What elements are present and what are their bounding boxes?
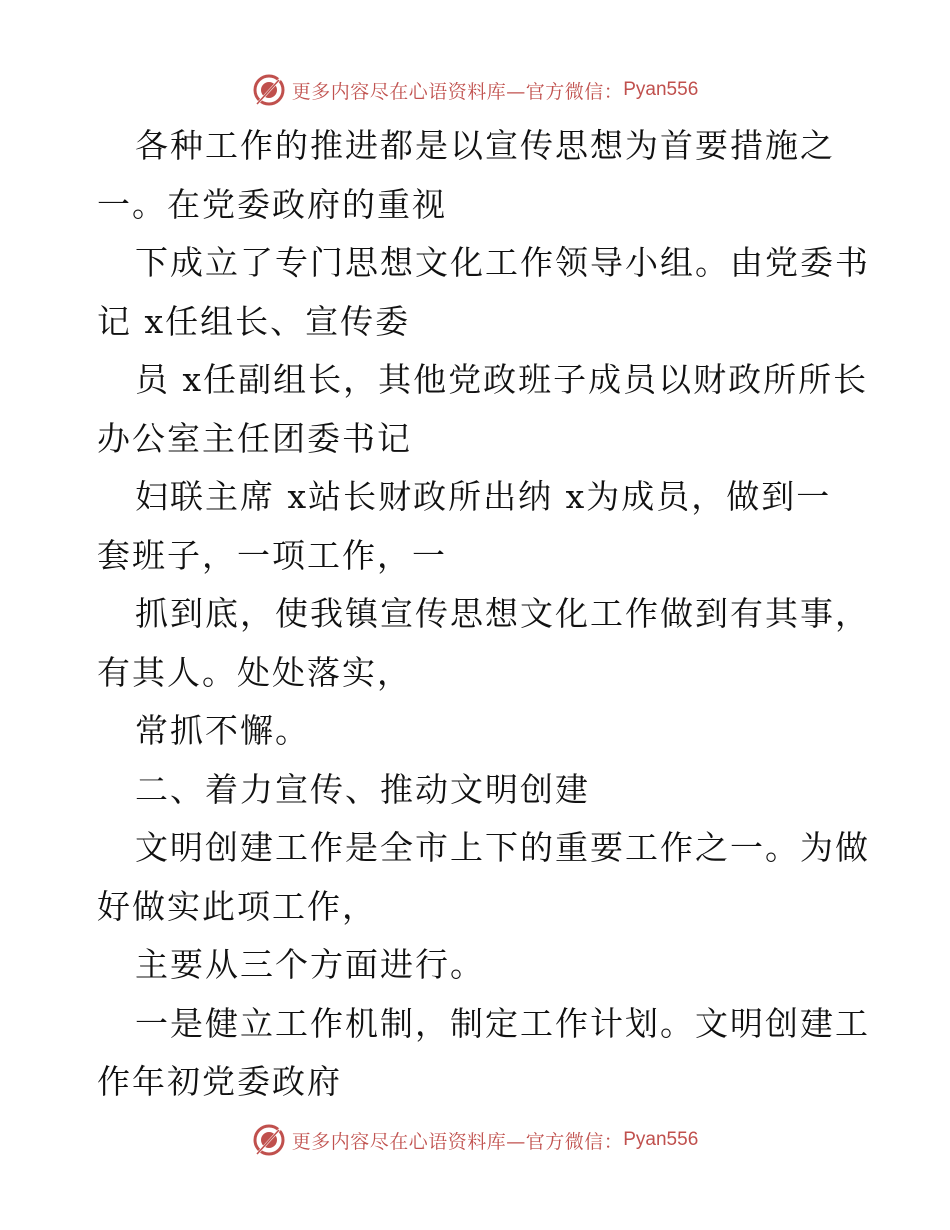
watermark-wechat-id: Pyan556 [623, 1129, 699, 1150]
footer-watermark [0, 1120, 950, 1160]
text-line: 文明创建工作是全市上下的重要工作之一。为做 [135, 828, 870, 867]
text-line: 一是健立工作机制，制定工作计划。文明创建工 [135, 1003, 870, 1043]
text-line: 好做实此项工作， [97, 886, 377, 926]
text-line: 记 x任组长、宣传委 [97, 301, 411, 341]
text-line: 办公室主任团委书记 [97, 418, 412, 458]
document-body [97, 117, 870, 1112]
watermark-text: 更多内容尽在心语资料库—官方微信： [291, 1130, 624, 1153]
text-line: 抓到底，使我镇宣传思想文化工作做到有其事， [135, 594, 870, 633]
text-line: 二、着力宣传、推动文明创建 [135, 769, 590, 809]
quill-logo-icon [252, 73, 286, 107]
text-line: 主要从三个方面进行。 [135, 945, 485, 984]
text-line: 作年初党委政府 [97, 1062, 342, 1101]
text-line: 各种工作的推进都是以宣传思想为首要措施之 [135, 126, 835, 165]
text-line: 下成立了专门思想文化工作领导小组。由党委书 [135, 243, 870, 282]
header-watermark [0, 70, 950, 110]
text-line: 员 x任副组长，其他党政班子成员以财政所所长 [135, 360, 869, 399]
text-line: 一。在党委政府的重视 [97, 184, 447, 224]
text-line: 常抓不懈。 [135, 711, 310, 750]
text-line: 有其人。处处落实， [97, 652, 412, 692]
text-line: 妇联主席 x站长财政所出纳 x为成员，做到一 [135, 477, 832, 516]
text-line: 套班子，一项工作，一 [97, 535, 447, 575]
watermark-wechat-id: Pyan556 [623, 79, 699, 100]
watermark-text: 更多内容尽在心语资料库—官方微信： [291, 80, 624, 103]
quill-logo-icon [252, 1123, 286, 1157]
